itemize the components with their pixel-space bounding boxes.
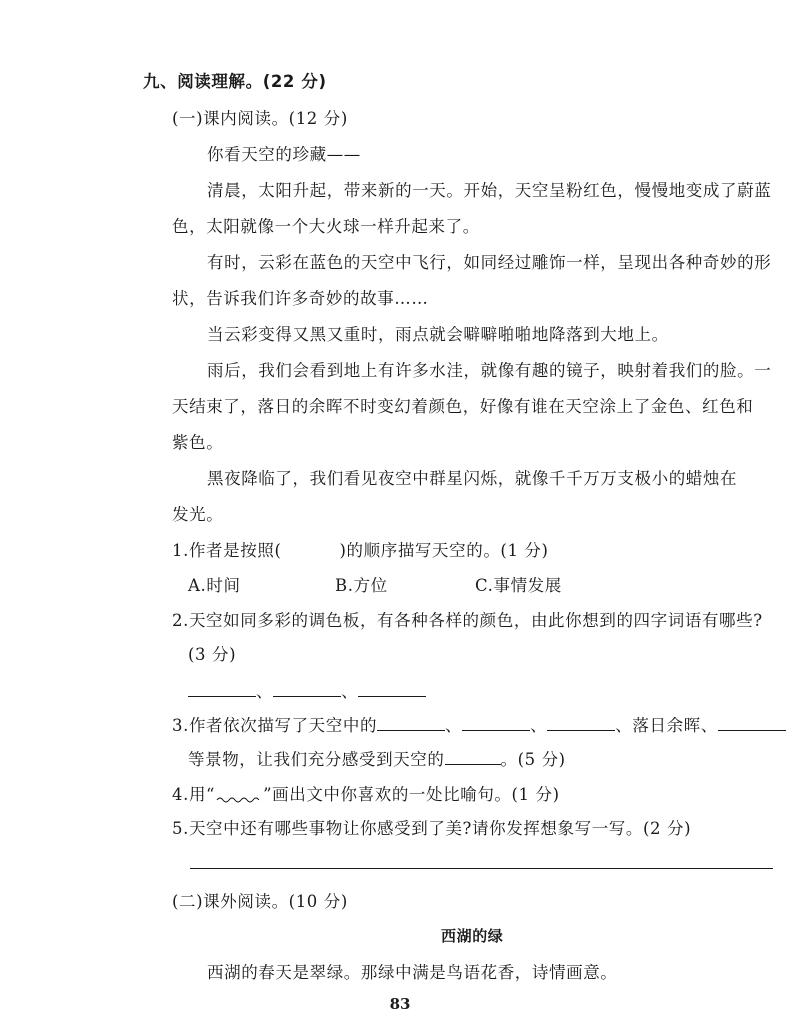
question-1-prefix: 1.作者是按照( [172, 541, 282, 560]
question-1-option-b: B.方位 [335, 576, 388, 595]
question-3-prefix: 3.作者依次描写了天空中的 [172, 716, 378, 735]
section-title: 九、阅读理解。(22 分) [143, 72, 327, 91]
question-3-line2 [188, 746, 566, 770]
answer-line[interactable] [190, 868, 773, 869]
question-1-option-a: A.时间 [188, 576, 241, 595]
separator: 、 [256, 682, 274, 701]
part2-heading: (二)课外阅读。(10 分) [172, 892, 348, 911]
passage-p4-line2: 天结束了，落日的余晖不时变幻着颜色，好像有谁在天空涂上了金色、红色和 [172, 397, 754, 416]
passage-p5-line1: 黑夜降临了，我们看见夜空中群星闪烁，就像千千万万支极小的蜡烛在 [207, 469, 738, 488]
passage-title: 你看天空的珍藏—— [207, 145, 361, 164]
question-3-mid: 、落日余晖、 [615, 716, 718, 735]
question-3-line2-prefix: 等景物，让我们充分感受到天空的 [188, 750, 445, 769]
answer-blank[interactable] [377, 716, 445, 731]
passage-p2-line1: 有时，云彩在蓝色的天空中飞行，如同经过雕饰一样，呈现出各种奇妙的形 [207, 253, 772, 272]
question-2-blanks [188, 678, 426, 702]
answer-blank[interactable] [462, 716, 530, 731]
passage-p5-line2: 发光。 [172, 505, 224, 524]
answer-blank[interactable] [358, 682, 426, 697]
separator: 、 [341, 682, 359, 701]
separator: 、 [445, 716, 463, 735]
question-4-suffix: ”画出文中你喜欢的一处比喻句。(1 分) [263, 785, 560, 804]
question-5: 5.天空中还有哪些事物让你感受到了美?请你发挥想象写一写。(2 分) [172, 819, 692, 838]
question-1-suffix: )的顺序描写天空的。(1 分) [339, 541, 549, 560]
question-3-line1 [172, 712, 786, 736]
separator: 、 [530, 716, 548, 735]
part1-heading: (一)课内阅读。(12 分) [172, 109, 348, 128]
passage-p4-line3: 紫色。 [172, 433, 224, 452]
passage-p4-line1: 雨后，我们会看到地上有许多水洼，就像有趣的镜子，映射着我们的脸。一 [207, 361, 772, 380]
question-4-prefix: 4.用“ [172, 785, 216, 804]
question-1 [172, 537, 549, 561]
passage-p2-line2: 状，告诉我们许多奇妙的故事…… [172, 289, 429, 308]
question-3-line2-suffix: 。(5 分) [500, 750, 566, 769]
answer-blank[interactable] [718, 716, 786, 731]
answer-blank[interactable] [547, 716, 615, 731]
wavy-underline-icon [215, 792, 263, 804]
question-2-line2: (3 分) [188, 645, 237, 664]
question-1-option-c: C.事情发展 [475, 576, 562, 595]
passage-p1-line1: 清晨，太阳升起，带来新的一天。开始，天空呈粉红色，慢慢地变成了蔚蓝 [207, 181, 772, 200]
page-number: 83 [389, 995, 411, 1013]
answer-blank[interactable] [273, 682, 341, 697]
part2-title: 西湖的绿 [441, 927, 504, 945]
passage-p1-line2: 色，太阳就像一个大火球一样升起来了。 [172, 217, 480, 236]
part2-p1-line1: 西湖的春天是翠绿。那绿中满是鸟语花香，诗情画意。 [207, 963, 618, 982]
passage-p3-line1: 当云彩变得又黑又重时，雨点就会噼噼啪啪地降落到大地上。 [207, 325, 669, 344]
question-4 [172, 781, 560, 805]
question-2-line1: 2.天空如同多彩的调色板，有各种各样的颜色，由此你想到的四字词语有哪些? [172, 611, 763, 630]
answer-blank[interactable] [445, 750, 501, 765]
answer-blank[interactable] [188, 682, 256, 697]
